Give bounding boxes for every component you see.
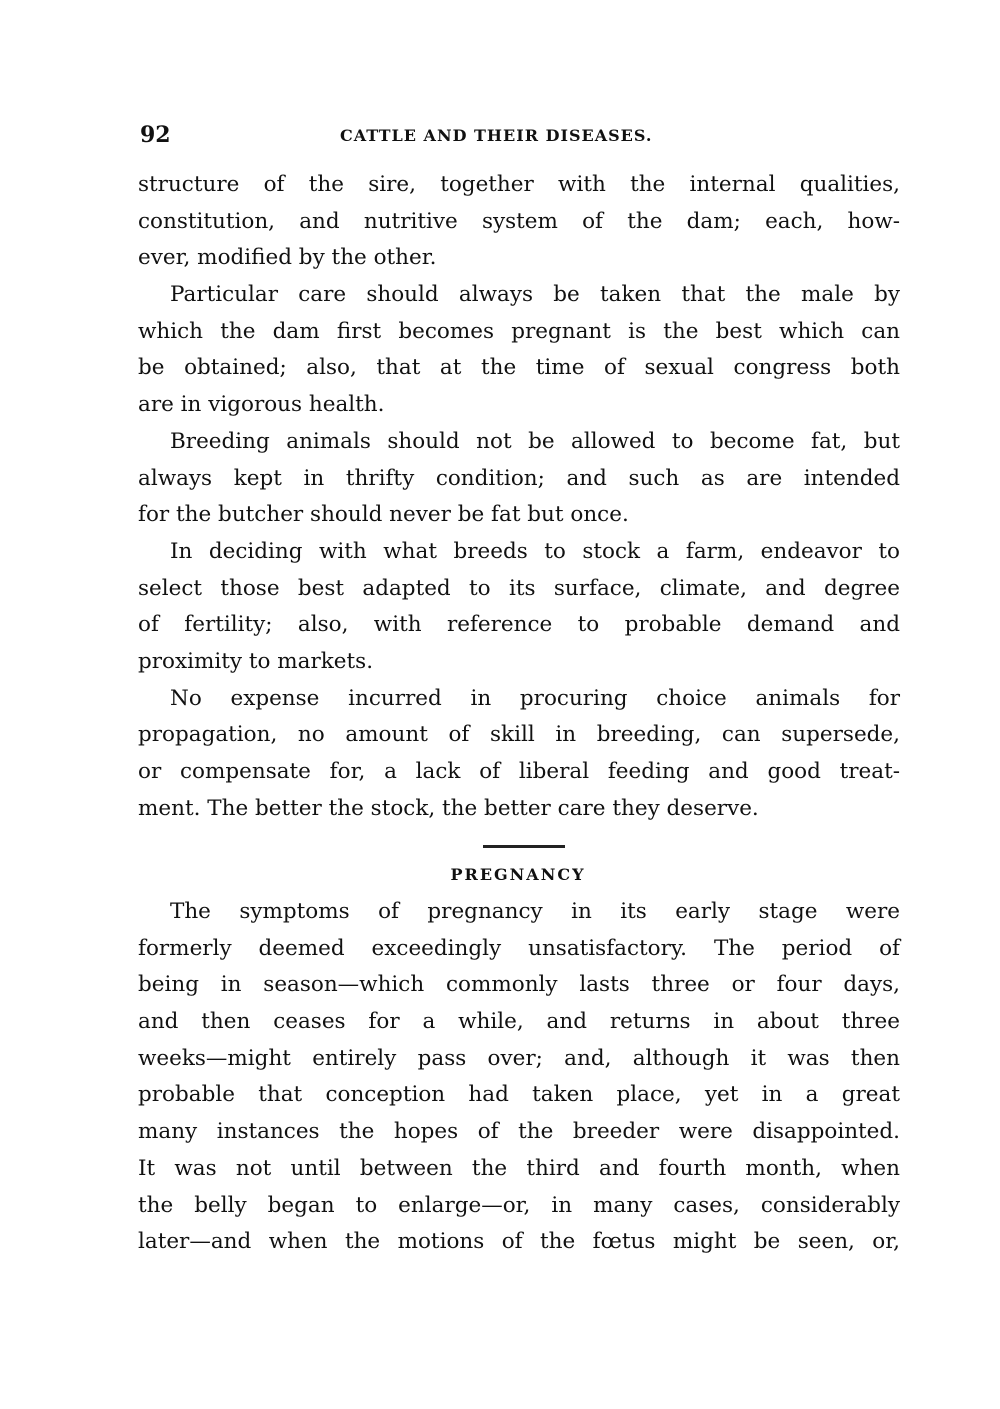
text-line: always kept in thrifty condition; and such as are intended [138,465,900,491]
text-line: It was not until between the third and fourth month, when [138,1155,900,1181]
running-title: CATTLE AND THEIR DISEASES. [340,126,653,145]
text-line: In deciding with what breeds to stock a farm, endeavor to [170,538,900,564]
text-line: No expense incurred in procuring choice animals for [170,685,900,711]
text-line: formerly deemed exceedingly unsatisfactory. The period of [138,935,900,961]
text-line: probable that conception had taken place, yet in a great [138,1082,900,1108]
text-line: constitution, and nutritive system of the dam; each, how- [138,208,900,234]
text-line: being in season—which commonly lasts three or four days, [138,972,900,998]
page-number: 92 [140,122,171,148]
text-line: proximity to markets. [138,648,374,674]
text-line: propagation, no amount of skill in breeding, can supersede, [138,722,900,748]
text-line: many instances the hopes of the breeder were disappointed. [138,1119,900,1145]
text-line: and then ceases for a while, and returns in about three [138,1009,900,1035]
text-line: the belly began to enlarge—or, in many cases, considerably [138,1192,900,1218]
text-line: ment. The better the stock, the better care they deserve. [138,795,759,821]
text-line: The symptoms of pregnancy in its early stage were [170,899,900,924]
text-line: are in vigorous health. [138,392,385,418]
section-heading: PREGNANCY [450,865,586,884]
text-line: later—and when the motions of the fœtus might be seen, or, [138,1229,900,1255]
page-header [140,122,900,152]
text-line: select those best adapted to its surface, climate, and degree [138,575,900,601]
text-line: weeks—might entirely pass over; and, although it was then [138,1045,900,1071]
text-line: for the butcher should never be fat but once. [138,502,629,528]
text-line: of fertility; also, with reference to probable demand and [138,612,900,638]
text-line: structure of the sire, together with the internal qualities, [138,172,900,197]
text-line: which the dam first becomes pregnant is the best which can [138,318,900,344]
body-text [138,167,900,827]
text-line: ever, modified by the other. [138,245,437,271]
text-line: or compensate for, a lack of liberal feeding and good treat- [138,759,900,784]
section-divider [483,845,565,848]
text-line: Breeding animals should not be allowed to become fat, but [170,428,900,454]
text-line: Particular care should always be taken that the male by [170,282,900,308]
text-line: be obtained; also, that at the time of sexual congress both [138,355,900,381]
section-text [138,894,900,1261]
